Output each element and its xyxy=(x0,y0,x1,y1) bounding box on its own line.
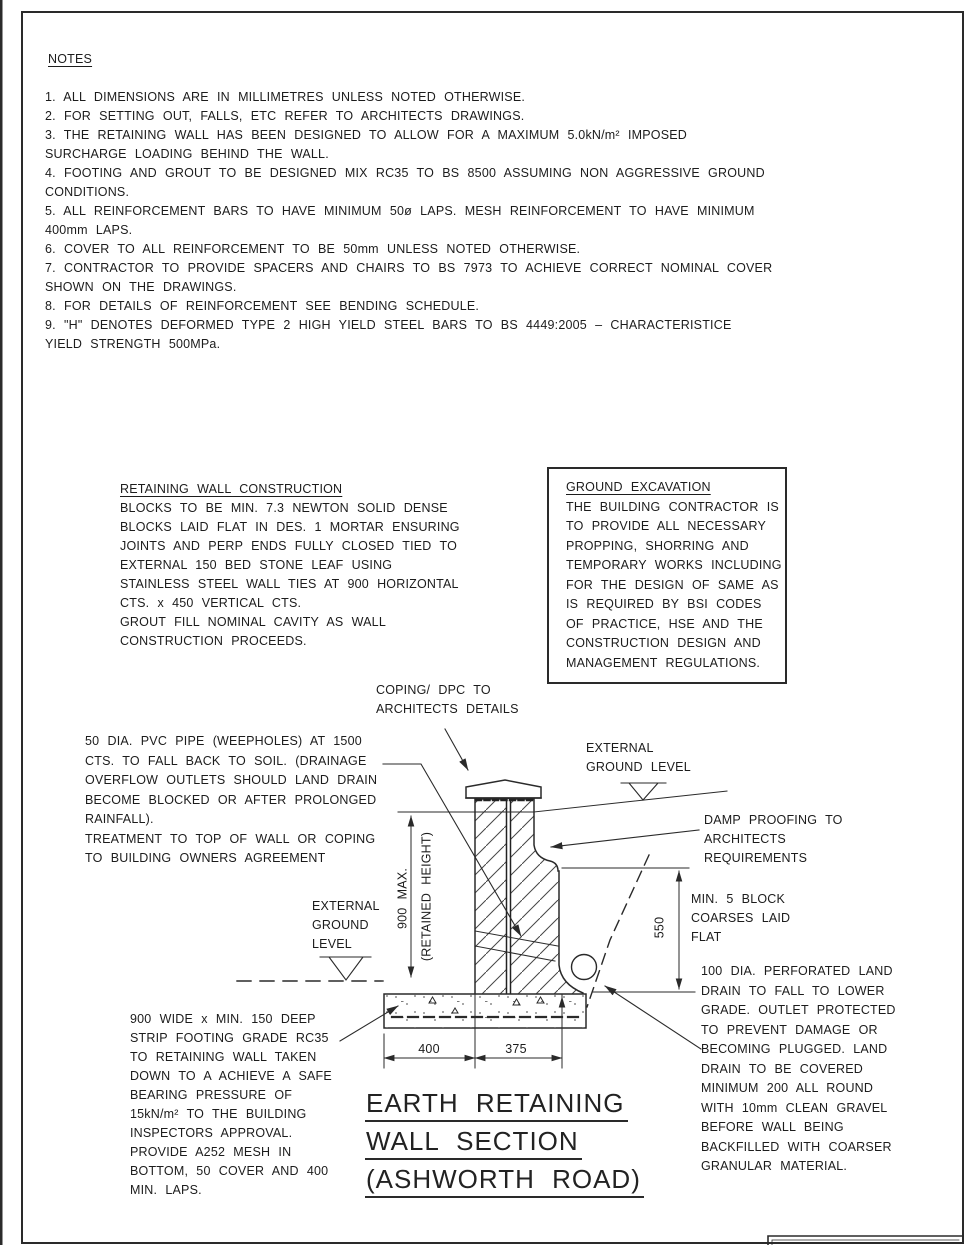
text-line: 1. ALL DIMENSIONS ARE IN MILLIMETRES UNLESS NOTED OTHERWISE. xyxy=(45,90,526,104)
text-line: REQUIREMENTS xyxy=(704,851,808,865)
dim-retained-height-label: (RETAINED HEIGHT) xyxy=(419,831,434,962)
text-line: LEVEL xyxy=(312,937,352,951)
dim-900-label: 900 MAX. xyxy=(395,868,410,929)
coping-cap xyxy=(466,780,541,800)
text-line: ARCHITECTS xyxy=(704,832,786,846)
text-line: DAMP PROOFING TO xyxy=(704,813,843,827)
ground-level-right xyxy=(398,783,727,812)
text-line: TEMPORARY WORKS INCLUDING xyxy=(566,558,782,572)
text-line: BLOCKS LAID FLAT IN DES. 1 MORTAR ENSURING xyxy=(120,520,460,534)
text-line: TREATMENT TO TOP OF WALL OR COPING xyxy=(85,831,376,846)
land-drain-label xyxy=(701,962,896,1177)
text-line: 5. ALL REINFORCEMENT BARS TO HAVE MINIMUM 50ø LAPS. MESH REINFORCEMENT TO HAVE MINIMUM xyxy=(45,204,755,218)
ground-excavation-heading: GROUND EXCAVATION xyxy=(566,480,711,494)
text-line: TO RETAINING WALL TAKEN xyxy=(130,1050,317,1064)
text-line: CONSTRUCTION DESIGN AND xyxy=(566,636,761,650)
text-line: TO PROVIDE ALL NECESSARY xyxy=(566,519,767,533)
text-line: GRADE. OUTLET PROTECTED xyxy=(701,1003,896,1017)
text-line: GROUT FILL NOMINAL CAVITY AS WALL xyxy=(120,615,386,629)
text-line: COPING/ DPC TO xyxy=(376,683,491,697)
text-line: 2. FOR SETTING OUT, FALLS, ETC REFER TO ARCHITECTS DRAWINGS. xyxy=(45,109,525,123)
text-line: 100 DIA. PERFORATED LAND xyxy=(701,964,893,978)
text-line: MIN. 5 BLOCK xyxy=(691,892,786,906)
land-drain-circle xyxy=(572,955,597,980)
text-line: CONSTRUCTION PROCEEDS. xyxy=(120,634,307,648)
dim-375-label: 375 xyxy=(505,1042,527,1056)
retaining-wall-construction-body xyxy=(120,499,460,651)
strip-footing xyxy=(384,994,586,1028)
text-line: 4. FOOTING AND GROUT TO BE DESIGNED MIX RC35 TO BS 8500 ASSUMING NON AGGRESSIVE GROUND xyxy=(45,166,765,180)
text-line: 7. CONTRACTOR TO PROVIDE SPACERS AND CHAIRS TO BS 7973 TO ACHIEVE CORRECT NOMINAL COVER xyxy=(45,261,773,275)
coping-label xyxy=(376,681,519,719)
text-line: PROPPING, SHORRING AND xyxy=(566,538,749,553)
text-line: STRIP FOOTING GRADE RC35 xyxy=(130,1031,329,1045)
text-line: BOTTOM, 50 COVER AND 400 xyxy=(130,1164,329,1178)
text-line: 900 WIDE x MIN. 150 DEEP xyxy=(130,1012,316,1026)
retaining-wall xyxy=(475,799,583,995)
text-line: BEARING PRESSURE OF xyxy=(130,1088,293,1102)
coping-leader xyxy=(445,729,468,770)
text-line: ARCHITECTS DETAILS xyxy=(376,702,519,716)
text-line: BLOCKS TO BE MIN. 7.3 NEWTON SOLID DENSE xyxy=(120,501,448,515)
text-line: EXTERNAL 150 BED STONE LEAF USING xyxy=(120,558,393,572)
text-line: PROVIDE A252 MESH IN xyxy=(130,1145,292,1159)
text-line: GROUND LEVEL xyxy=(586,760,691,774)
dim-550-label: 550 xyxy=(652,916,667,939)
text-line: CTS. TO FALL BACK TO SOIL. (DRAINAGE xyxy=(85,753,367,768)
ground-excavation-body xyxy=(566,498,782,674)
text-line: (ASHWORTH ROAD) xyxy=(365,1166,644,1198)
text-line: EXTERNAL xyxy=(312,899,380,913)
text-line: 400mm LAPS. xyxy=(45,223,133,237)
text-line: FLAT xyxy=(691,930,722,944)
retaining-wall-construction-note xyxy=(120,480,460,651)
text-line: EARTH RETAINING xyxy=(365,1090,628,1122)
text-line: BECOME BLOCKED OR AFTER PROLONGED xyxy=(85,792,377,807)
text-line: 9. "H" DENOTES DEFORMED TYPE 2 HIGH YIELD STEEL BARS TO BS 4449:2005 – CHARACTERISTICE xyxy=(45,318,732,332)
text-line: IS REQUIRED BY BSI CODES xyxy=(566,597,762,611)
dim-400-label: 400 xyxy=(418,1042,440,1056)
text-line: DRAIN TO BE COVERED xyxy=(701,1061,864,1076)
text-line: CTS. x 450 VERTICAL CTS. xyxy=(120,596,302,610)
text-line: BEFORE WALL BEING xyxy=(701,1120,844,1134)
text-line: EXTERNAL xyxy=(586,741,654,755)
notes-body xyxy=(45,88,772,354)
land-drain-leader xyxy=(605,986,701,1049)
text-line: THE BUILDING CONTRACTOR IS xyxy=(566,499,779,514)
drawing-title xyxy=(365,1090,644,1204)
text-line: WITH 10mm CLEAN GRAVEL xyxy=(701,1100,888,1115)
text-line: TO BUILDING OWNERS AGREEMENT xyxy=(85,851,326,865)
text-line: BECOMING PLUGGED. LAND xyxy=(701,1042,888,1056)
text-line: DOWN TO A ACHIEVE A SAFE xyxy=(130,1069,332,1083)
text-line: INSPECTORS APPROVAL. xyxy=(130,1126,293,1140)
excavation-line xyxy=(587,855,649,1007)
text-line: DRAIN TO FALL TO LOWER xyxy=(701,983,885,998)
retaining-wall-construction-heading: RETAINING WALL CONSTRUCTION xyxy=(120,482,343,496)
text-line: SHOWN ON THE DRAWINGS. xyxy=(45,280,237,294)
text-line: STAINLESS STEEL WALL TIES AT 900 HORIZONTAL xyxy=(120,577,459,591)
text-line: TO PREVENT DAMAGE OR xyxy=(701,1022,878,1037)
strip-footing-label xyxy=(130,1010,332,1200)
text-line: SURCHARGE LOADING BEHIND THE WALL. xyxy=(45,147,329,161)
text-line: COARSES LAID xyxy=(691,911,791,925)
text-line: MANAGEMENT REGULATIONS. xyxy=(566,655,761,670)
text-line: 6. COVER TO ALL REINFORCEMENT TO BE 50mm UNLESS NOTED OTHERWISE. xyxy=(45,242,581,256)
text-line: FOR THE DESIGN OF SAME AS xyxy=(566,577,779,592)
text-line: MINIMUM 200 ALL ROUND xyxy=(701,1081,874,1095)
text-line: WALL SECTION xyxy=(365,1128,582,1160)
text-line: MIN. LAPS. xyxy=(130,1183,202,1197)
text-line: RAINFALL). xyxy=(85,812,154,826)
text-line: BACKFILLED WITH COARSER xyxy=(701,1139,892,1154)
text-line: OF PRACTICE, HSE AND THE xyxy=(566,616,763,631)
text-line: GROUND xyxy=(312,918,369,932)
scan-edge xyxy=(0,0,3,1245)
min-block-label xyxy=(691,890,790,947)
text-line: 8. FOR DETAILS OF REINFORCEMENT SEE BENDING SCHEDULE. xyxy=(45,299,480,313)
text-line: YIELD STRENGTH 500MPa. xyxy=(45,337,221,351)
text-line: GRANULAR MATERIAL. xyxy=(701,1159,848,1173)
weepholes-label xyxy=(85,732,377,869)
external-ground-right-label xyxy=(586,739,691,777)
external-ground-left-label xyxy=(312,897,380,954)
text-line: 50 DIA. PVC PIPE (WEEPHOLES) AT 1500 xyxy=(85,734,362,748)
ground-excavation-note xyxy=(566,478,782,673)
notes-heading: NOTES xyxy=(48,52,93,66)
text-line: CONDITIONS. xyxy=(45,185,130,199)
damp-proofing-label xyxy=(704,811,843,868)
damp-proofing-leader xyxy=(551,830,699,847)
text-line: 15kN/m² TO THE BUILDING xyxy=(130,1107,307,1121)
text-line: 3. THE RETAINING WALL HAS BEEN DESIGNED TO ALLOW FOR A MAXIMUM 5.0kN/m² IMPOSED xyxy=(45,128,688,142)
text-line: JOINTS AND PERP ENDS FULLY CLOSED TIED TO xyxy=(120,539,458,553)
text-line: OVERFLOW OUTLETS SHOULD LAND DRAIN xyxy=(85,773,378,787)
ground-level-left xyxy=(237,957,383,981)
